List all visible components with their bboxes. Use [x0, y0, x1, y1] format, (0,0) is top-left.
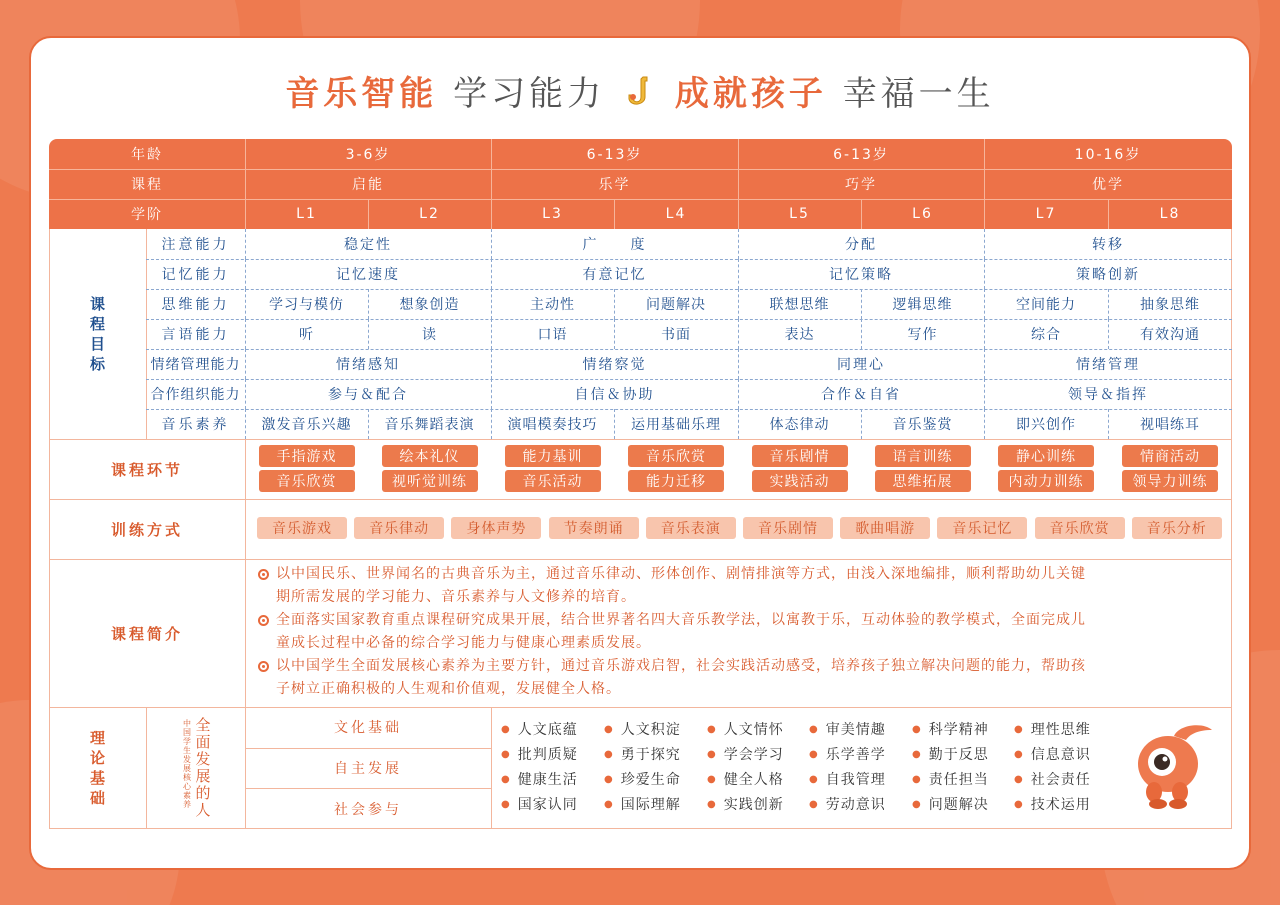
segment-pill: 实践活动 [752, 470, 848, 492]
level-cell: L2 [419, 206, 440, 222]
theory-label-char: 理 [89, 729, 105, 747]
intro-paragraph [258, 609, 1188, 655]
goal-cell: 同理心 [837, 357, 885, 373]
goal-cell: 稳定性 [344, 237, 392, 253]
intro-line: 以中国学生全面发展核心素养为主要方针，通过音乐游戏启智，社会实践活动感受，培养孩子独立解决问题的能力，帮助孩 [276, 658, 1086, 674]
theory-item: ● 批判质疑 [501, 744, 578, 764]
goal-cell: 转移 [1092, 237, 1124, 253]
theory-sub-big: 全面发展的人 [195, 716, 211, 819]
theory-divider [146, 707, 147, 829]
theory-label-char: 论 [89, 749, 105, 767]
goal-cell: 读 [422, 327, 437, 343]
intro-text [258, 563, 1188, 701]
goal-cell: 策略创新 [1076, 267, 1140, 283]
segment-pill: 音乐欣赏 [628, 445, 724, 467]
segment-pill: 音乐欣赏 [259, 470, 355, 492]
goal-cell: 抽象思维 [1140, 297, 1200, 313]
goal-row-label: 思维能力 [161, 297, 230, 313]
theory-item: ● 自我管理 [809, 769, 886, 789]
goal-cell: 自信＆协助 [574, 387, 655, 403]
theory-item: ● 审美情趣 [809, 719, 886, 739]
goal-row-label: 情绪管理能力 [150, 357, 241, 373]
level-cell: L7 [1035, 206, 1057, 222]
goal-cell: 情绪管理 [1076, 357, 1140, 373]
method-pill: 音乐分析 [1132, 517, 1222, 539]
goal-row-label: 言语能力 [161, 327, 230, 343]
goal-cell: 体态律动 [769, 417, 830, 433]
segment-pill: 情商活动 [1122, 445, 1218, 467]
level-cell: L5 [789, 206, 810, 222]
goal-cell: 情绪察觉 [582, 357, 647, 373]
goal-cell: 视唱练耳 [1140, 417, 1200, 433]
segment-pill: 内动力训练 [998, 470, 1094, 492]
segment-pill: 语言训练 [875, 445, 971, 467]
saxophone-icon [625, 75, 655, 109]
theory-item: ● 乐学善学 [809, 744, 886, 764]
goal-cell: 逻辑思维 [892, 297, 953, 313]
goal-cell: 记忆策略 [829, 267, 893, 283]
goal-cell: 联想思维 [769, 297, 830, 313]
theory-item: ● 理性思维 [1014, 719, 1091, 739]
goal-cell: 参与＆配合 [328, 387, 408, 403]
course-3: 巧学 [845, 177, 877, 193]
method-pill: 音乐表演 [646, 517, 736, 539]
theory-label-char: 基 [89, 769, 105, 787]
goals-label-char: 课 [89, 295, 105, 313]
theory-item: ● 问题解决 [912, 794, 989, 814]
goal-cell: 即兴创作 [1016, 417, 1076, 433]
age-label: 年龄 [131, 147, 163, 163]
goals-label-char: 标 [89, 355, 105, 373]
goals-label-char: 程 [89, 315, 105, 333]
method-pill: 音乐律动 [354, 517, 444, 539]
goal-cell: 领导＆指挥 [1068, 387, 1148, 403]
level-cell: L8 [1159, 206, 1181, 222]
goal-cell: 广 度 [582, 237, 647, 253]
method-pill: 身体声势 [451, 517, 541, 539]
intro-line: 全面落实国家教育重点课程研究成果开展，结合世界著名四大音乐教学法，以寓教于乐，互动体验的教学模式，全面完成儿 [276, 612, 1086, 628]
goal-cell: 听 [299, 327, 314, 343]
level-label: 学阶 [131, 207, 163, 223]
segment-pill: 领导力训练 [1122, 470, 1218, 492]
goal-cell: 音乐鉴赏 [892, 417, 953, 433]
theory-item: ● 社会责任 [1014, 769, 1091, 789]
page-title [0, 70, 1280, 118]
theory-item: ● 劳动意识 [809, 794, 886, 814]
goal-cell: 口语 [537, 327, 568, 343]
methods-label: 训练方式 [110, 520, 183, 539]
level-cell: L4 [665, 206, 687, 222]
intro-line: 期所需发展的学习能力、音乐素养与人文修养的培育。 [276, 589, 636, 605]
theory-sub-small: 中国学生发展核心素养 [183, 719, 191, 809]
segment-pill: 能力基训 [505, 445, 601, 467]
theory-item: ● 科学精神 [912, 719, 989, 739]
age-2: 6-13岁 [586, 147, 643, 163]
intro-line: 以中国民乐、世界闻名的古典音乐为主，通过音乐律动、形体创作、剧情排演等方式，由浅入深地编排，顺利帮助幼儿关键 [276, 566, 1086, 582]
course-1: 启能 [352, 177, 384, 193]
title-part-4: 幸福一生 [842, 74, 995, 114]
intro-paragraph [258, 655, 1188, 701]
goal-cell: 有意记忆 [582, 267, 647, 283]
goal-cell: 问题解决 [646, 297, 706, 313]
age-4: 10-16岁 [1074, 147, 1142, 163]
theory-category: 自主发展 [334, 760, 402, 777]
intro-line: 子树立正确积极的人生观和价值观，发展健全人格。 [276, 681, 621, 697]
section-divider [49, 707, 1232, 708]
theory-label-char: 础 [89, 789, 105, 807]
goal-cell: 情绪感知 [336, 357, 400, 373]
theory-label [49, 707, 146, 829]
level-cell: L6 [912, 206, 933, 222]
method-pill: 节奏朗诵 [549, 517, 639, 539]
course-label: 课程 [131, 177, 163, 193]
goal-cell: 书面 [661, 327, 691, 343]
goals-section-label [49, 229, 146, 439]
title-part-3: 成就孩子 [674, 74, 827, 114]
goal-cell: 学习与模仿 [269, 297, 344, 313]
goal-cell: 演唱模奏技巧 [507, 417, 598, 433]
title-part-2: 学习能力 [453, 74, 606, 114]
goal-cell: 激发音乐兴趣 [261, 417, 352, 433]
level-cell: L1 [296, 206, 317, 222]
theory-item: ● 国际理解 [604, 794, 681, 814]
goals-label-char: 目 [89, 335, 105, 353]
theory-item: ● 勤于反思 [912, 744, 989, 764]
goal-cell: 表达 [784, 327, 815, 343]
segments-label: 课程环节 [110, 460, 183, 479]
theory-category: 社会参与 [334, 801, 402, 818]
segment-pill: 能力迁移 [628, 470, 724, 492]
theory-item: ● 人文积淀 [604, 719, 681, 739]
theory-item: ● 健康生活 [501, 769, 578, 789]
method-pill: 音乐欣赏 [1035, 517, 1125, 539]
theory-item: ● 勇于探究 [604, 744, 681, 764]
segment-pill: 音乐活动 [505, 470, 601, 492]
bullet-icon [258, 569, 269, 580]
method-pill: 音乐记忆 [937, 517, 1027, 539]
goal-cell: 合作＆自省 [821, 387, 901, 403]
bullet-icon [258, 615, 269, 626]
method-pill: 音乐游戏 [257, 517, 347, 539]
goal-cell: 音乐舞蹈表演 [384, 417, 475, 433]
course-2: 乐学 [598, 177, 631, 193]
segment-pill: 手指游戏 [259, 445, 355, 467]
theory-item: ● 责任担当 [912, 769, 989, 789]
theory-item: ● 国家认同 [501, 794, 578, 814]
theory-item: ● 人文情怀 [707, 719, 784, 739]
theory-item: ● 健全人格 [707, 769, 784, 789]
age-1: 3-6岁 [345, 147, 391, 163]
intro-paragraph [258, 563, 1188, 609]
goal-cell: 有效沟通 [1140, 327, 1200, 343]
theory-divider [491, 707, 492, 829]
goal-cell: 记忆速度 [336, 267, 400, 283]
segment-pill: 绘本礼仪 [382, 445, 478, 467]
method-pill: 歌曲唱游 [840, 517, 930, 539]
theory-category: 文化基础 [334, 720, 402, 737]
bullet-icon [258, 661, 269, 672]
goal-cell: 想象创造 [399, 297, 460, 313]
goal-row-label: 合作组织能力 [150, 387, 241, 403]
method-pill: 音乐剧情 [743, 517, 833, 539]
goal-cell: 主动性 [530, 297, 575, 313]
segment-pill: 静心训练 [998, 445, 1094, 467]
theory-item: ● 学会学习 [707, 744, 784, 764]
age-3: 6-13岁 [833, 147, 889, 163]
title-part-1: 音乐智能 [285, 74, 438, 114]
segment-pill: 音乐剧情 [752, 445, 848, 467]
theory-item: ● 人文底蕴 [501, 719, 578, 739]
theory-item: ● 实践创新 [707, 794, 784, 814]
theory-item: ● 信息意识 [1014, 744, 1091, 764]
goal-cell: 运用基础乐理 [631, 417, 721, 433]
intro-line: 童成长过程中必备的综合学习能力与健康心理素质发展。 [276, 635, 651, 651]
level-cell: L3 [542, 206, 563, 222]
goal-cell: 分配 [845, 237, 877, 253]
goal-row-label: 音乐素养 [161, 417, 230, 433]
theory-item: ● 珍爱生命 [604, 769, 681, 789]
goal-row-label: 记忆能力 [161, 267, 230, 283]
theory-item: ● 技术运用 [1014, 794, 1091, 814]
goal-cell: 写作 [907, 327, 938, 343]
course-4: 优学 [1092, 177, 1124, 193]
goal-row-label: 注意能力 [161, 237, 230, 253]
segment-pill: 思维拓展 [875, 470, 971, 492]
goal-cell: 空间能力 [1016, 297, 1076, 313]
segment-pill: 视听觉训练 [382, 470, 478, 492]
mascot-icon [1134, 724, 1218, 810]
intro-label: 课程简介 [110, 624, 183, 643]
goal-cell: 综合 [1031, 327, 1061, 343]
